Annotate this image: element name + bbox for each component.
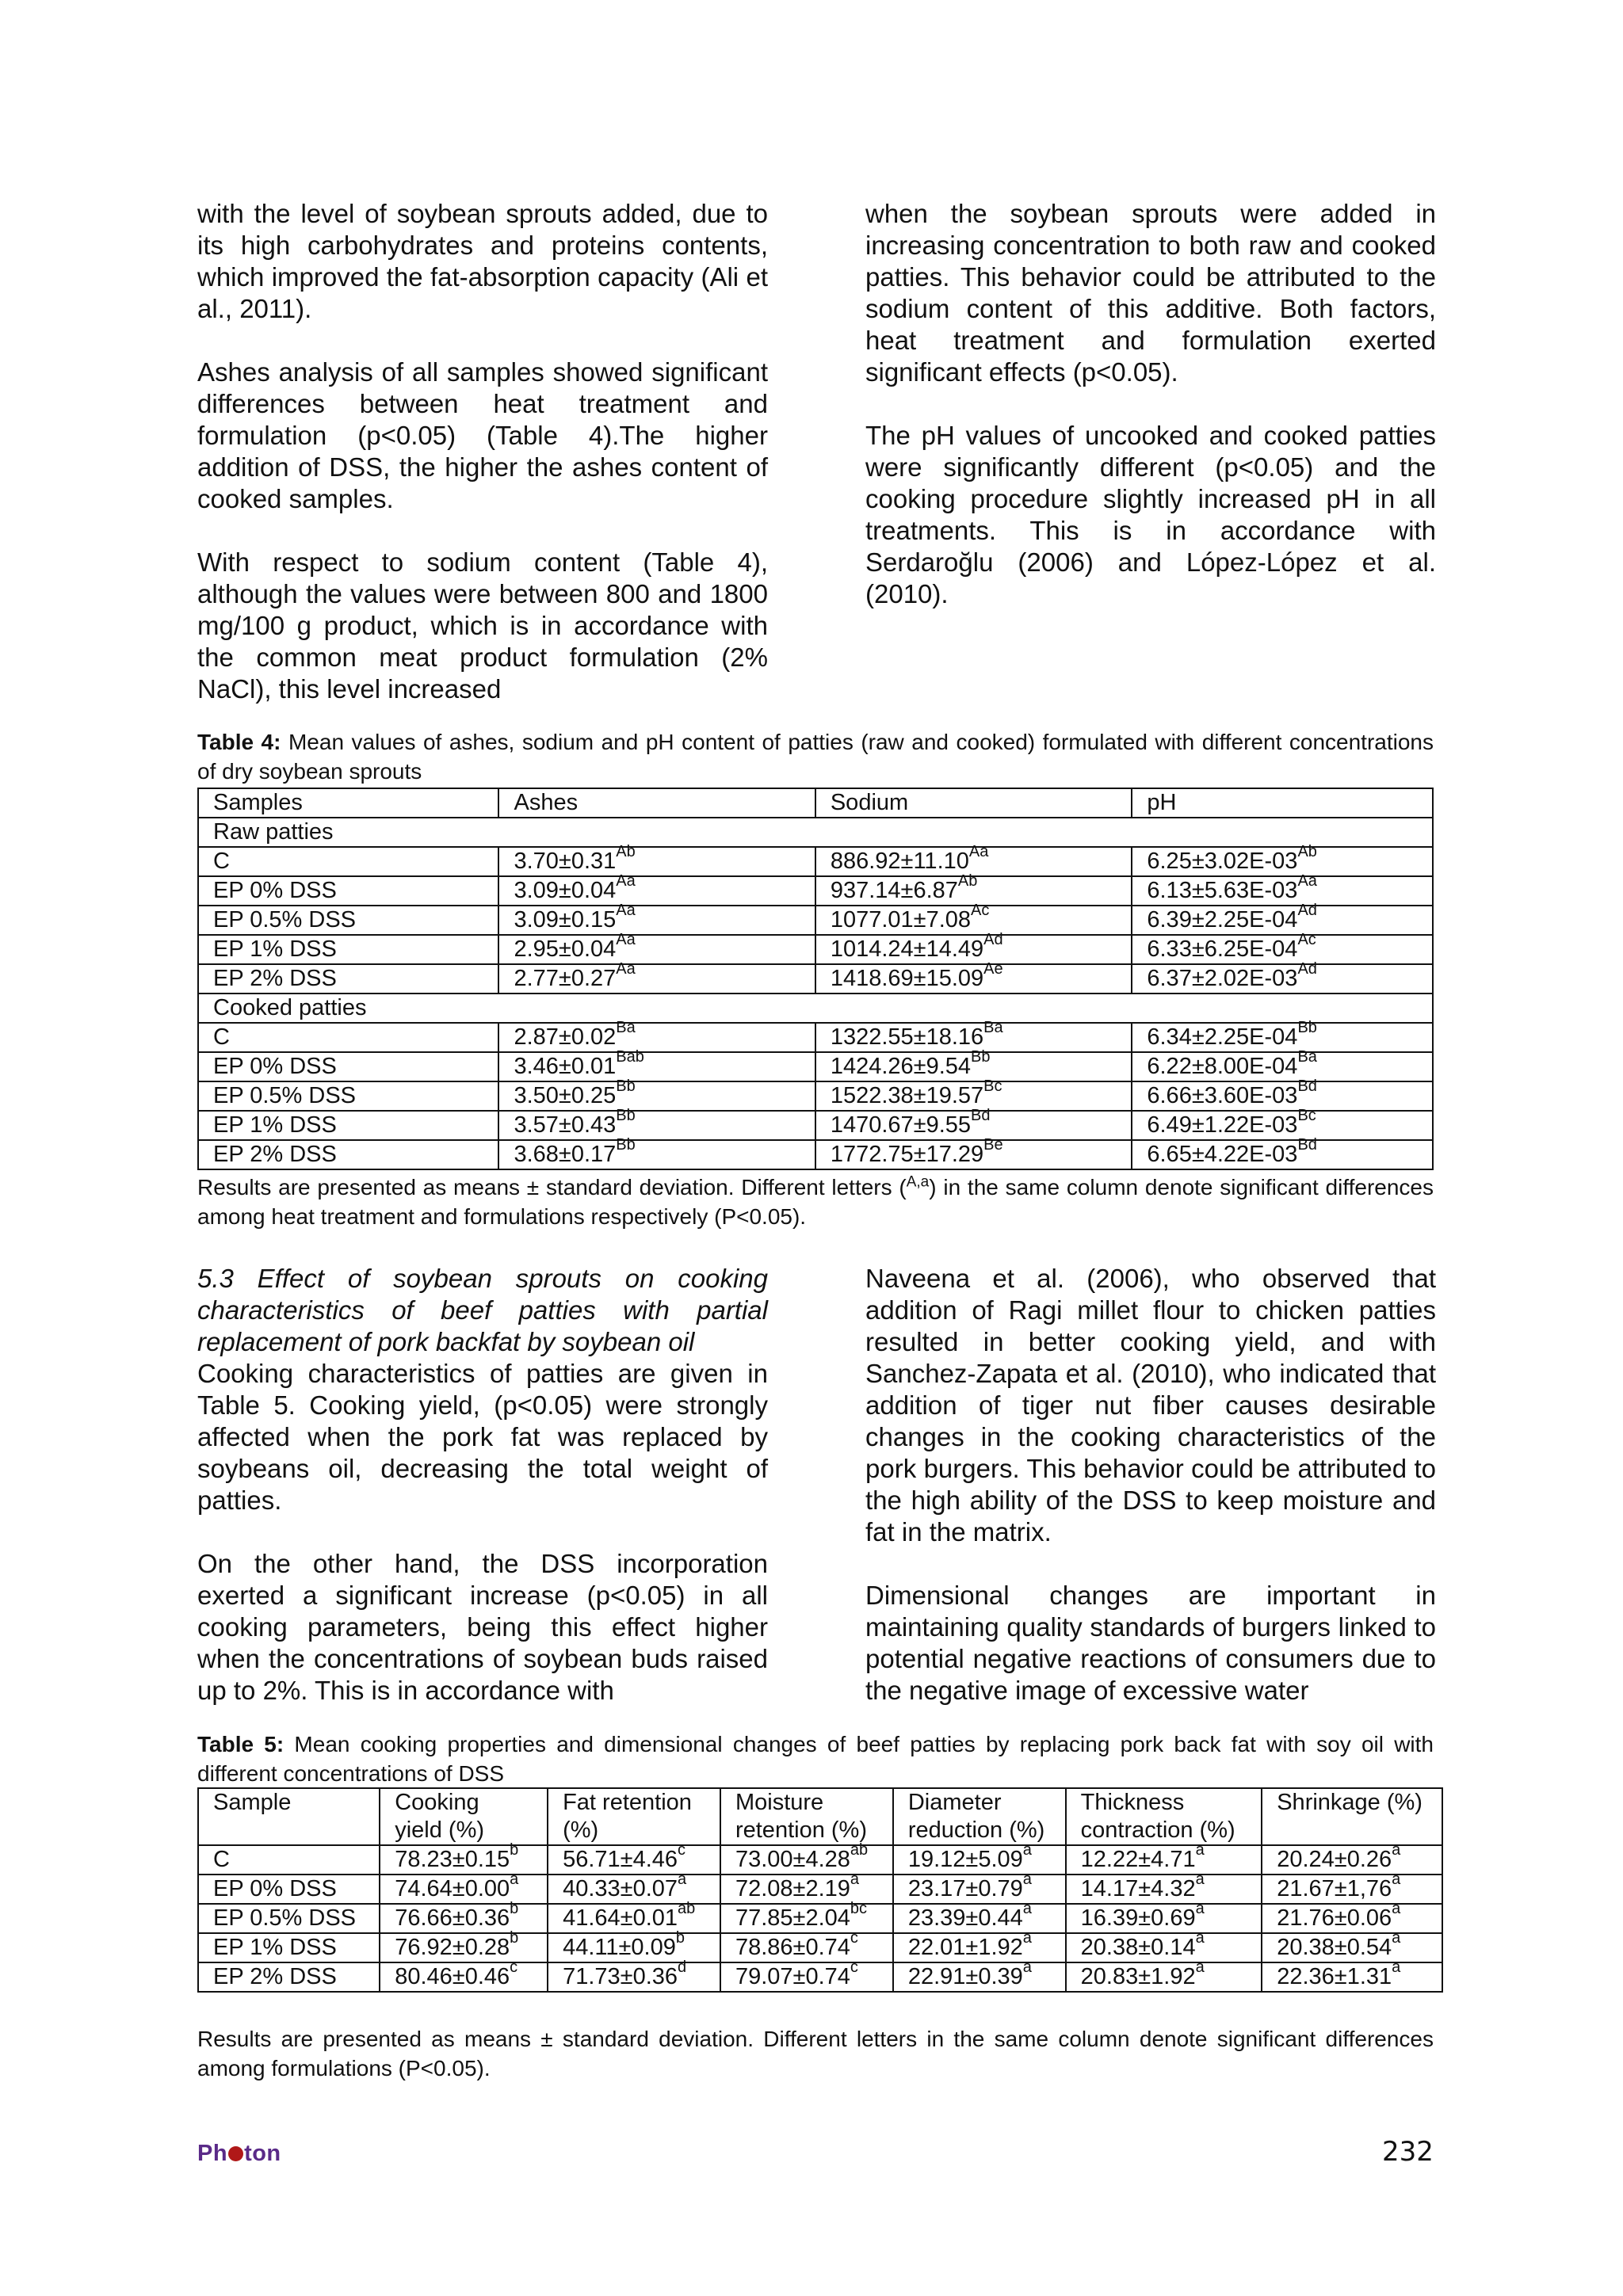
significance-letter: Bb [971, 1048, 991, 1066]
significance-letter: a [1195, 1841, 1205, 1859]
table5 [197, 1787, 1443, 1993]
significance-letter: Bc [983, 1077, 1002, 1096]
thickness-contraction-cell [1066, 1841, 1262, 1875]
sample-cell: C [198, 1845, 380, 1875]
cell-value: 6.66±3.60E-03 [1147, 1083, 1298, 1108]
sodium-cell [815, 960, 1132, 994]
paragraph: The pH values of uncooked and cooked patties were significantly different (p<0.05) and the cooking procedure slightly increased pH in all treatments. This is in accordance with Serdaroğlu (2006) and López-López et al. (2010). [865, 421, 1436, 608]
cell-value: 3.68±0.17 [514, 1142, 617, 1167]
cell-value: 886.92±11.10 [830, 849, 969, 874]
ashes-cell [498, 1136, 815, 1169]
table5-header-cell: Diameter reduction (%) [893, 1788, 1066, 1845]
cell-value: 22.36±1.31 [1277, 1964, 1392, 1989]
table4-note-text: Results are presented as means ± standard deviation. Different letters ( [197, 1175, 907, 1199]
ph-cell [1132, 931, 1433, 964]
table-row [198, 1081, 1433, 1111]
table-row [198, 1962, 1442, 1992]
significance-letter: Bab [616, 1048, 644, 1066]
fat-retention-cell [548, 1958, 720, 1992]
ashes-cell [498, 931, 815, 964]
significance-letter: Bd [1297, 1136, 1317, 1154]
shrinkage-cell [1262, 1900, 1442, 1933]
significance-letter: a [510, 1871, 519, 1889]
cell-value: 76.92±0.28 [395, 1935, 510, 1960]
shrinkage-cell [1262, 1958, 1442, 1992]
cell-value: 23.39±0.44 [907, 1905, 1023, 1931]
cell-value: 73.00±4.28 [735, 1847, 850, 1872]
logo-text: Ph [197, 2141, 228, 2166]
table5-caption [197, 1730, 1434, 1788]
ph-cell [1132, 960, 1433, 994]
cell-value: 19.12±5.09 [907, 1847, 1023, 1872]
significance-letter: a [1022, 1958, 1032, 1977]
cell-value: 2.95±0.04 [514, 936, 617, 962]
cell-value: 6.49±1.22E-03 [1147, 1112, 1298, 1138]
top-right-column [865, 198, 1436, 610]
table4-note-text: ) in the same column denote significant differences among heat treatment and formulations respectively (P<0.05). [197, 1175, 1434, 1229]
ph-cell [1132, 1136, 1433, 1169]
table5-header-row [198, 1788, 1442, 1845]
ph-cell [1132, 1107, 1433, 1140]
table5-header-cell: Fat retention (%) [548, 1788, 720, 1845]
cell-value: 3.57±0.43 [514, 1112, 617, 1138]
significance-letter: Ad [983, 931, 1003, 949]
sample-cell: EP 1% DSS [198, 935, 498, 964]
significance-letter: Be [983, 1136, 1003, 1154]
cell-value: 1772.75±17.29 [830, 1142, 984, 1167]
sodium-cell [815, 1048, 1132, 1081]
moisture-retention-cell [720, 1929, 893, 1962]
sample-cell: EP 0.5% DSS [198, 1081, 498, 1111]
ashes-cell [498, 1048, 815, 1081]
cell-value: 3.70±0.31 [514, 849, 617, 874]
sodium-cell [815, 1136, 1132, 1169]
cell-value: 3.09±0.04 [514, 878, 617, 903]
significance-letter: Ab [616, 843, 636, 861]
moisture-retention-cell [720, 1958, 893, 1992]
significance-letter: Aa [616, 960, 636, 978]
fat-retention-cell [548, 1841, 720, 1875]
table4-section-cooked: Cooked patties [198, 994, 1433, 1023]
cell-value: 21.67±1,76 [1277, 1876, 1392, 1901]
cell-value: 78.23±0.15 [395, 1847, 510, 1872]
ph-cell [1132, 843, 1433, 876]
sample-cell: EP 2% DSS [198, 1140, 498, 1169]
significance-letter: a [1392, 1871, 1401, 1889]
cell-value: 77.85±2.04 [735, 1905, 850, 1931]
significance-letter: Ae [983, 960, 1003, 978]
cell-value: 6.34±2.25E-04 [1147, 1024, 1298, 1050]
table5-header-cell: Thickness contraction (%) [1066, 1788, 1262, 1845]
cell-value: 1522.38±19.57 [830, 1083, 984, 1108]
cell-value: 12.22±4.71 [1080, 1847, 1196, 1872]
table4-caption-label: Table 4: [197, 730, 281, 754]
sample-cell: C [198, 847, 498, 876]
cooking-yield-cell [380, 1958, 548, 1992]
cell-value: 23.17±0.79 [907, 1876, 1023, 1901]
mid-left-column [197, 1263, 768, 1707]
table-row [198, 1140, 1433, 1169]
significance-letter: Bc [1297, 1107, 1316, 1125]
ph-cell [1132, 872, 1433, 906]
table5-caption-label: Table 5: [197, 1732, 285, 1756]
cell-value: 79.07±0.74 [735, 1964, 850, 1989]
fat-retention-cell [548, 1900, 720, 1933]
table-row [198, 1052, 1433, 1081]
shrinkage-cell [1262, 1841, 1442, 1875]
cell-value: 74.64±0.00 [395, 1876, 510, 1901]
cell-value: 20.38±0.14 [1080, 1935, 1196, 1960]
significance-letter: a [1392, 1958, 1401, 1977]
significance-letter: Ab [1297, 843, 1317, 861]
table4-caption-text: Mean values of ashes, sodium and pH content of patties (raw and cooked) formulated with different concentrations of dry soybean sprouts [197, 730, 1434, 784]
significance-letter: Ad [1297, 902, 1317, 920]
cell-value: 20.83±1.92 [1080, 1964, 1196, 1989]
cell-value: 21.76±0.06 [1277, 1905, 1392, 1931]
significance-letter: Ba [983, 1019, 1003, 1037]
significance-letter: ab [850, 1841, 869, 1859]
cell-value: 78.86±0.74 [735, 1935, 850, 1960]
diameter-reduction-cell [893, 1871, 1066, 1904]
ashes-cell [498, 902, 815, 935]
significance-letter: a [1392, 1841, 1401, 1859]
significance-letter: a [1195, 1929, 1205, 1947]
thickness-contraction-cell [1066, 1958, 1262, 1992]
cell-value: 1470.67±9.55 [830, 1112, 972, 1138]
cell-value: 3.50±0.25 [514, 1083, 617, 1108]
table-row [198, 935, 1433, 964]
significance-letter: a [1195, 1871, 1205, 1889]
ph-cell [1132, 902, 1433, 935]
table5-header-cell: Cooking yield (%) [380, 1788, 548, 1845]
cell-value: 937.14±6.87 [830, 878, 958, 903]
significance-letter: b [510, 1900, 519, 1918]
sample-cell: EP 0% DSS [198, 876, 498, 906]
cell-value: 76.66±0.36 [395, 1905, 510, 1931]
sodium-cell [815, 1107, 1132, 1140]
paragraph: Dimensional changes are important in maintaining quality standards of burgers linked to potential negative reactions of consumers due to the negative image of excessive water [865, 1581, 1436, 1705]
diameter-reduction-cell [893, 1929, 1066, 1962]
cell-value: 3.09±0.15 [514, 907, 617, 933]
significance-letter: Ab [957, 872, 978, 891]
diameter-reduction-cell [893, 1958, 1066, 1992]
moisture-retention-cell [720, 1871, 893, 1904]
table4-header-cell: Sodium [815, 788, 1132, 818]
significance-letter: Bb [616, 1107, 636, 1125]
logo-dot-icon [228, 2146, 243, 2161]
significance-letter: b [510, 1929, 519, 1947]
thickness-contraction-cell [1066, 1900, 1262, 1933]
table5-header-cell: Shrinkage (%) [1262, 1788, 1442, 1845]
table4-section-row [198, 994, 1433, 1023]
cell-value: 40.33±0.07 [563, 1876, 678, 1901]
ashes-cell [498, 1019, 815, 1052]
table4-note [197, 1173, 1434, 1231]
cell-value: 1424.26±9.54 [830, 1054, 972, 1079]
significance-letter: a [1195, 1900, 1205, 1918]
significance-letter: Bb [616, 1077, 636, 1096]
cooking-yield-cell [380, 1929, 548, 1962]
cell-value: 2.87±0.02 [514, 1024, 617, 1050]
ashes-cell [498, 1107, 815, 1140]
page-number: 232 [1382, 2136, 1434, 2168]
significance-letter: Ba [616, 1019, 636, 1037]
significance-letter: Bd [971, 1107, 991, 1125]
table-row [198, 1933, 1442, 1962]
cell-value: 41.64±0.01 [563, 1905, 678, 1931]
cooking-yield-cell [380, 1900, 548, 1933]
cell-value: 3.46±0.01 [514, 1054, 617, 1079]
ph-cell [1132, 1048, 1433, 1081]
cell-value: 1077.01±7.08 [830, 907, 972, 933]
cell-value: 6.25±3.02E-03 [1147, 849, 1298, 874]
cooking-yield-cell [380, 1871, 548, 1904]
table-row [198, 1875, 1442, 1904]
significance-letter: Ac [971, 902, 990, 920]
significance-letter: Bb [1297, 1019, 1317, 1037]
ashes-cell [498, 872, 815, 906]
significance-letter: b [510, 1841, 519, 1859]
paragraph: On the other hand, the DSS incorporation exerted a significant increase (p<0.05) in all cooking parameters, being this effect higher when the concentrations of soybean buds raised up to 2%. This is in accordance with [197, 1549, 768, 1705]
cell-value: 6.33±6.25E-04 [1147, 936, 1298, 962]
cell-value: 44.11±0.09 [563, 1935, 676, 1960]
table4-caption [197, 727, 1434, 786]
photon-logo [197, 2141, 281, 2167]
table-row [198, 964, 1433, 994]
table5-header-cell: Sample [198, 1788, 380, 1845]
cell-value: 20.24±0.26 [1277, 1847, 1392, 1872]
significance-letter: a [678, 1871, 687, 1889]
significance-letter: Bb [616, 1136, 636, 1154]
sample-cell: EP 0.5% DSS [198, 1904, 380, 1933]
significance-letter: c [850, 1958, 858, 1977]
paragraph: with the level of soybean sprouts added, due to its high carbohydrates and proteins contents, which improved the fat-absorption capacity (Ali et al., 2011). [197, 199, 768, 323]
table5-header-cell: Moisture retention (%) [720, 1788, 893, 1845]
significance-letter: a [1392, 1900, 1401, 1918]
table4-section-raw: Raw patties [198, 818, 1433, 847]
paragraph: when the soybean sprouts were added in increasing concentration to both raw and cooked patties. This behavior could be attributed to the sodium content of this additive. Both factors, heat treatment and formulation exerted significant effects (p<0.05). [865, 199, 1436, 387]
table4-note-superscript: A,a [906, 1173, 930, 1191]
significance-letter: Aa [616, 931, 636, 949]
significance-letter: d [678, 1958, 687, 1977]
significance-letter: Bd [1297, 1077, 1317, 1096]
sodium-cell [815, 931, 1132, 964]
shrinkage-cell [1262, 1929, 1442, 1962]
table-row [198, 1904, 1442, 1933]
significance-letter: a [1195, 1958, 1205, 1977]
cell-value: 1322.55±18.16 [830, 1024, 984, 1050]
paragraph: With respect to sodium content (Table 4), although the values were between 800 and 1800 mg/100 g product, which is in accordance with the common meat product formulation (2% NaCl), this level increased [197, 547, 768, 704]
significance-letter: Ba [1297, 1048, 1317, 1066]
cell-value: 16.39±0.69 [1080, 1905, 1196, 1931]
significance-letter: Aa [968, 843, 989, 861]
cell-value: 6.22±8.00E-04 [1147, 1054, 1298, 1079]
section-heading: 5.3 Effect of soybean sprouts on cooking characteristics of beef patties with partial replacement of pork backfat by soybean oil [197, 1264, 768, 1356]
thickness-contraction-cell [1066, 1871, 1262, 1904]
significance-letter: Aa [616, 872, 636, 891]
significance-letter: a [1022, 1841, 1032, 1859]
cell-value: 20.38±0.54 [1277, 1935, 1392, 1960]
table-row [198, 1023, 1433, 1052]
significance-letter: a [1392, 1929, 1401, 1947]
significance-letter: c [678, 1841, 686, 1859]
significance-letter: b [675, 1929, 685, 1947]
significance-letter: Aa [1297, 872, 1317, 891]
significance-letter: a [1022, 1929, 1032, 1947]
cell-value: 14.17±4.32 [1080, 1876, 1196, 1901]
significance-letter: c [850, 1929, 858, 1947]
cell-value: 6.37±2.02E-03 [1147, 966, 1298, 991]
table5-caption-text: Mean cooking properties and dimensional changes of beef patties by replacing pork back fat with soy oil with different concentrations of DSS [197, 1732, 1434, 1786]
paragraph: Cooking characteristics of patties are given in Table 5. Cooking yield, (p<0.05) were strongly affected when the pork fat was replaced by soybeans oil, decreasing the total weight of patties. [197, 1359, 768, 1515]
fat-retention-cell [548, 1929, 720, 1962]
significance-letter: a [1022, 1871, 1032, 1889]
significance-letter: a [850, 1871, 860, 1889]
paragraph: Ashes analysis of all samples showed significant differences between heat treatment and formulation (p<0.05) (Table 4).The higher addition of DSS, the higher the ashes content of cooked samples. [197, 357, 768, 513]
table-row [198, 876, 1433, 906]
shrinkage-cell [1262, 1871, 1442, 1904]
cell-value: 72.08±2.19 [735, 1876, 850, 1901]
table4-section-row [198, 818, 1433, 847]
cell-value: 6.39±2.25E-04 [1147, 907, 1298, 933]
ashes-cell [498, 1077, 815, 1111]
top-left-column [197, 198, 768, 705]
diameter-reduction-cell [893, 1900, 1066, 1933]
table-row [198, 906, 1433, 935]
table4-header-row [198, 788, 1433, 818]
significance-letter: ab [678, 1900, 696, 1918]
cell-value: 71.73±0.36 [563, 1964, 678, 1989]
significance-letter: Ad [1297, 960, 1317, 978]
sample-cell: EP 1% DSS [198, 1933, 380, 1962]
table4-header-cell: Ashes [498, 788, 815, 818]
sample-cell: EP 0.5% DSS [198, 906, 498, 935]
mid-right-column [865, 1263, 1436, 1707]
cell-value: 6.65±4.22E-03 [1147, 1142, 1298, 1167]
cell-value: 2.77±0.27 [514, 966, 617, 991]
sample-cell: C [198, 1023, 498, 1052]
ashes-cell [498, 960, 815, 994]
cell-value: 56.71±4.46 [563, 1847, 678, 1872]
sample-cell: EP 2% DSS [198, 1962, 380, 1992]
cell-value: 1014.24±14.49 [830, 936, 984, 962]
table-row [198, 847, 1433, 876]
table4 [197, 788, 1434, 1170]
moisture-retention-cell [720, 1900, 893, 1933]
cell-value: 6.13±5.63E-03 [1147, 878, 1298, 903]
sample-cell: EP 0% DSS [198, 1875, 380, 1904]
table4-header-cell: Samples [198, 788, 498, 818]
cooking-yield-cell [380, 1841, 548, 1875]
table-row [198, 1845, 1442, 1875]
significance-letter: bc [850, 1900, 868, 1918]
ashes-cell [498, 843, 815, 876]
sample-cell: EP 1% DSS [198, 1111, 498, 1140]
cell-value: 22.01±1.92 [907, 1935, 1023, 1960]
table5-note: Results are presented as means ± standard deviation. Different letters in the same column denote significant differences among formulations (P<0.05). [197, 2027, 1434, 2081]
table-row [198, 1111, 1433, 1140]
sample-cell: EP 2% DSS [198, 964, 498, 994]
significance-letter: Aa [616, 902, 636, 920]
thickness-contraction-cell [1066, 1929, 1262, 1962]
sample-cell: EP 0% DSS [198, 1052, 498, 1081]
significance-letter: c [510, 1958, 518, 1977]
sodium-cell [815, 902, 1132, 935]
moisture-retention-cell [720, 1841, 893, 1875]
cell-value: 80.46±0.46 [395, 1964, 510, 1989]
diameter-reduction-cell [893, 1841, 1066, 1875]
table4-header-cell: pH [1132, 788, 1433, 818]
cell-value: 1418.69±15.09 [830, 966, 984, 991]
ph-cell [1132, 1019, 1433, 1052]
ph-cell [1132, 1077, 1433, 1111]
significance-letter: Ac [1297, 931, 1316, 949]
significance-letter: a [1022, 1900, 1032, 1918]
logo-text: ton [244, 2141, 281, 2166]
paragraph: Naveena et al. (2006), who observed that addition of Ragi millet flour to chicken patties resulted in better cooking yield, and with Sanchez-Zapata et al. (2010), who indicated that addition of tiger nut fiber causes desirable changes in the cooking characteristics of the pork burgers. This behavior could be attributed to the high ability of the DSS to keep moisture and fat in the matrix. [865, 1264, 1436, 1547]
cell-value: 22.91±0.39 [907, 1964, 1023, 1989]
